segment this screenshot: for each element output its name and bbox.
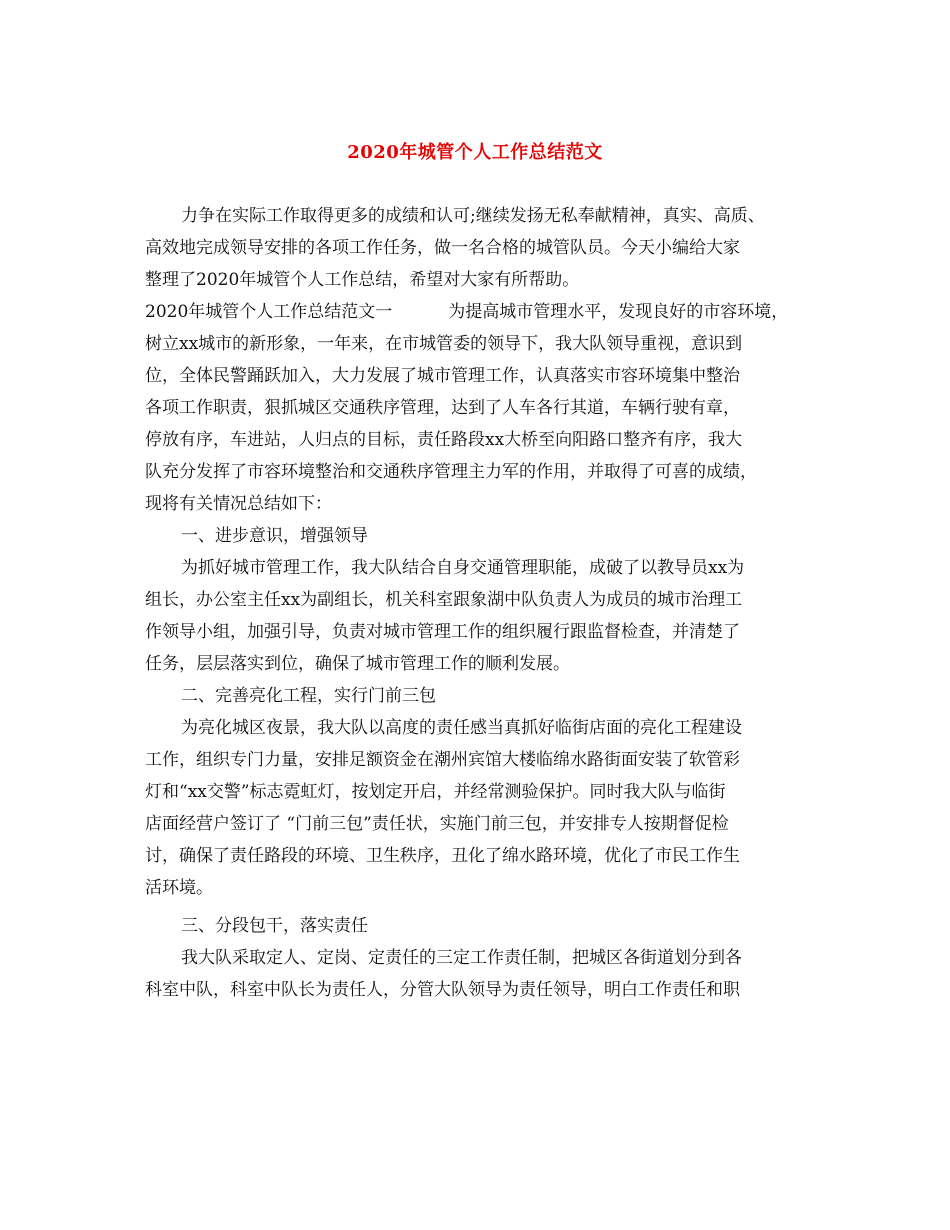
paragraph-line: 为亮化城区夜景，我大队以高度的责任感当真抓好临街店面的亮化工程建设 — [181, 718, 742, 738]
paragraph-line: 组长，办公室主任xx为副组长，机关科室跟象湖中队负责人为成员的城市治理工 — [145, 590, 743, 610]
paragraph-line: 整理了2020年城管个人工作总结，希望对大家有所帮助。 — [145, 270, 580, 290]
paragraph-line: 力争在实际工作取得更多的成绩和认可;继续发扬无私奉献精神，真实、高质、 — [181, 206, 765, 226]
section-heading: 一、进步意识，增强领导 — [181, 526, 368, 546]
paragraph-line: 讨，确保了责任路段的环境、卫生秩序，丑化了绵水路环境，优化了市民工作生 — [145, 846, 740, 866]
paragraph-text: 为提高城市管理水平，发现良好的市容环境， — [448, 302, 789, 322]
paragraph-line: 队充分发挥了市容环境整治和交通秩序管理主力军的作用，并取得了可喜的成绩， — [145, 462, 757, 482]
paragraph-line: 现将有关情况总结如下： — [145, 494, 332, 514]
paragraph-line: 活环境。 — [145, 878, 213, 898]
paragraph-line: 作领导小组，加强引导，负责对城市管理工作的组织履行跟监督检查，并清楚了 — [145, 622, 740, 642]
paragraph-line: 科室中队，科室中队长为责任人，分管大队领导为责任领导，明白工作责任和职 — [145, 980, 740, 1000]
paragraph-line: 我大队采取定人、定岗、定责任的三定工作责任制，把城区各街道划分到各 — [181, 948, 742, 968]
section-heading: 二、完善亮化工程，实行门前三包 — [181, 686, 436, 706]
paragraph-line: 各项工作职责，狠抓城区交通秩序管理，达到了人车各行其道，车辆行驶有章， — [145, 398, 740, 418]
paragraph-line: 树立xx城市的新形象，一年来，在市城管委的领导下，我大队领导重视，意识到 — [145, 334, 743, 354]
paragraph-line: 工作，组织专门力量，安排足额资金在潮州宾馆大楼临绵水路街面安装了软管彩 — [145, 750, 740, 770]
paragraph-line: 任务，层层落实到位，确保了城市管理工作的顺利发展。 — [145, 654, 570, 674]
paragraph-line: 灯和“xx交警”标志霓虹灯，按划定开启，并经常测验保护。同时我大队与临街 — [145, 782, 726, 802]
section-title: 2020年城管个人工作总结范文一 — [145, 302, 393, 322]
document-body — [145, 200, 810, 1006]
paragraph-line — [145, 296, 810, 328]
paragraph-line: 为抓好城市管理工作，我大队结合自身交通管理职能，成破了以教导员xx为 — [181, 558, 745, 578]
paragraph-line: 高效地完成领导安排的各项工作任务，做一名合格的城管队员。今天小编给大家 — [145, 238, 740, 258]
paragraph-line: 位，全体民警踊跃加入，大力发展了城市管理工作，认真落实市容环境集中整治 — [145, 366, 740, 386]
paragraph-line: 店面经营户签订了 “门前三包”责任状，实施门前三包，并安排专人按期督促检 — [145, 814, 729, 834]
section-heading: 三、分段包干，落实责任 — [181, 916, 368, 936]
paragraph-line: 停放有序，车进站，人归点的目标，责任路段xx大桥至向阳路口整齐有序，我大 — [145, 430, 743, 450]
document-title: 2020年城管个人工作总结范文 — [347, 142, 603, 163]
